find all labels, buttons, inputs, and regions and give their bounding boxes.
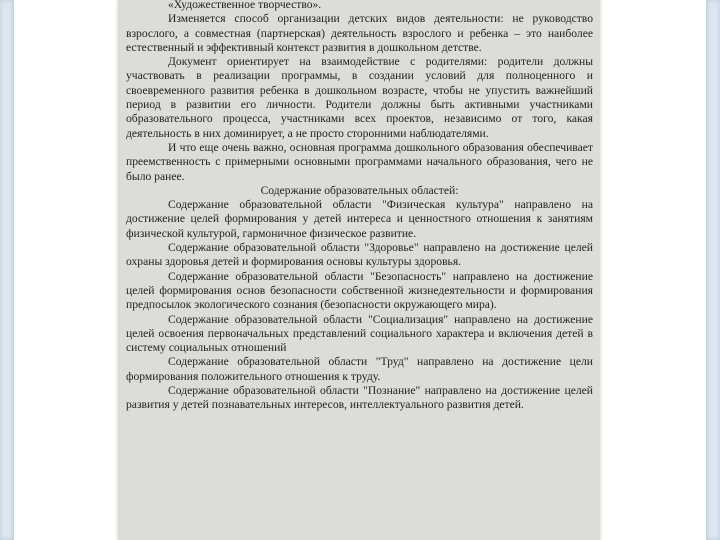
paragraph-labor: Содержание образовательной области "Труд" направлено на достижение цели формирования положительного отношения к труду. bbox=[126, 355, 593, 383]
right-frame-bar bbox=[706, 0, 720, 540]
paragraph-cognition: Содержание образовательной области "Познание" направлено на достижение целей развития у детей познавательных интересов, интеллектуального развития детей. bbox=[126, 384, 593, 412]
section-heading: Содержание образовательных областей: bbox=[260, 183, 459, 197]
paragraph-socialization: Содержание образовательной области "Социализация" направлено на достижение целей освоения первоначальных представлений социального характера и включения детей в систему социальных отношений bbox=[126, 312, 593, 355]
document-page bbox=[118, 0, 600, 540]
paragraph-safety: Содержание образовательной области "Безопасность" направлено на достижение целей формирования основ безопасности собственной жизнедеятельности и формирования предпосылок экологического сознания (безопасности окружающего мира). bbox=[126, 269, 593, 312]
document-text bbox=[118, 0, 600, 413]
paragraph-2: Изменяется способ организации детских видов деятельности: не руководство взрослого, а совместная (партнерская) деятельность взрослого и ребенка – это наиболее естественный и эффективный контекст развития в дошкольном детстве. bbox=[126, 12, 593, 54]
left-frame-bar bbox=[0, 0, 14, 540]
paragraph-health: Содержание образовательной области "Здоровье" направлено на достижение целей охраны здоровья детей и формирования основы культуры здоровья. bbox=[126, 241, 593, 269]
paragraph-3: Документ ориентирует на взаимодействие с родителями: родители должны участвовать в реализации программы, в создании условий для полноценного и своевременного развития ребенка в дошкольном возрасте, чтобы не упустить важнейший период в развитии его личности. Родители должны быть активными участниками образовательного процесса, участниками всех проектов, независимо от того, какая деятельность в них доминирует, а не просто сторонними наблюдателями. bbox=[126, 55, 593, 140]
paragraph-1: «Художественное творчество». bbox=[168, 0, 322, 11]
paragraph-physical-culture: Содержание образовательной области "Физическая культура" направлено на достижение целей формирования у детей интереса и ценностного отношения к занятиям физической культурой, гармоничное физическое развитие. bbox=[126, 198, 593, 240]
paragraph-4: И что еще очень важно, основная программа дошкольного образования обеспечивает преемственность с примерными основными программами начального образования, чего не было ранее. bbox=[126, 140, 593, 183]
